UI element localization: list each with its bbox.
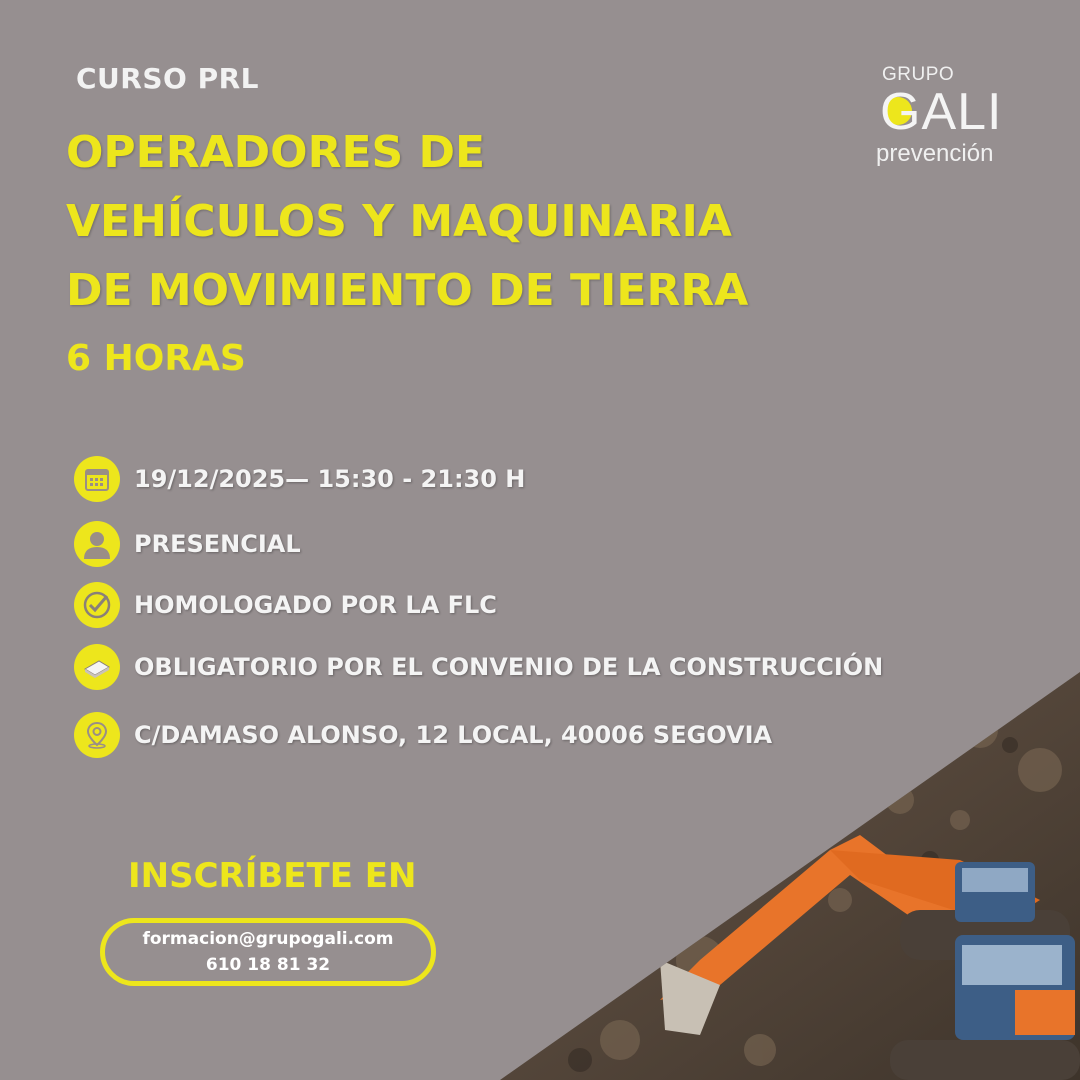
course-duration: 6 HORAS: [66, 338, 246, 379]
logo-gali-text: GALI: [880, 83, 1003, 141]
detail-mode: [74, 521, 301, 567]
signup-heading: INSCRÍBETE EN: [128, 856, 417, 896]
logo-grupo-text: GRUPO: [882, 64, 955, 85]
location-pin-icon: [74, 712, 120, 758]
papers-icon: [74, 644, 120, 690]
person-icon: [74, 521, 120, 567]
contact-phone-link[interactable]: 610 18 81 32: [205, 955, 331, 975]
contact-box: [100, 918, 436, 986]
detail-mandatory-text: OBLIGATORIO POR EL CONVENIO DE LA CONSTRUCCIÓN: [134, 653, 884, 681]
detail-date: [74, 456, 525, 502]
logo-prevencion-text: prevención: [876, 140, 994, 167]
title-line-3: DE MOVIMIENTO DE TIERRA: [66, 265, 749, 316]
detail-mandatory: [74, 644, 883, 690]
course-kicker: CURSO PRL: [76, 62, 259, 95]
title-line-2: VEHÍCULOS Y MAQUINARIA: [66, 196, 732, 247]
detail-approval-text: HOMOLOGADO POR LA FLC: [134, 591, 497, 619]
detail-mode-text: PRESENCIAL: [134, 530, 301, 558]
calendar-icon: [74, 456, 120, 502]
title-line-1: OPERADORES DE: [66, 127, 486, 178]
checkmark-icon: [74, 582, 120, 628]
detail-approval: [74, 582, 497, 628]
detail-date-text: 19/12/2025— 15:30 - 21:30 H: [134, 465, 526, 493]
contact-email-link[interactable]: formacion@grupogali.com: [142, 929, 394, 949]
course-title: [66, 118, 826, 325]
detail-address: [74, 712, 772, 758]
grupo-gali-logo: [872, 64, 1032, 174]
detail-address-text: C/DAMASO ALONSO, 12 LOCAL, 40006 SEGOVIA: [134, 721, 773, 749]
